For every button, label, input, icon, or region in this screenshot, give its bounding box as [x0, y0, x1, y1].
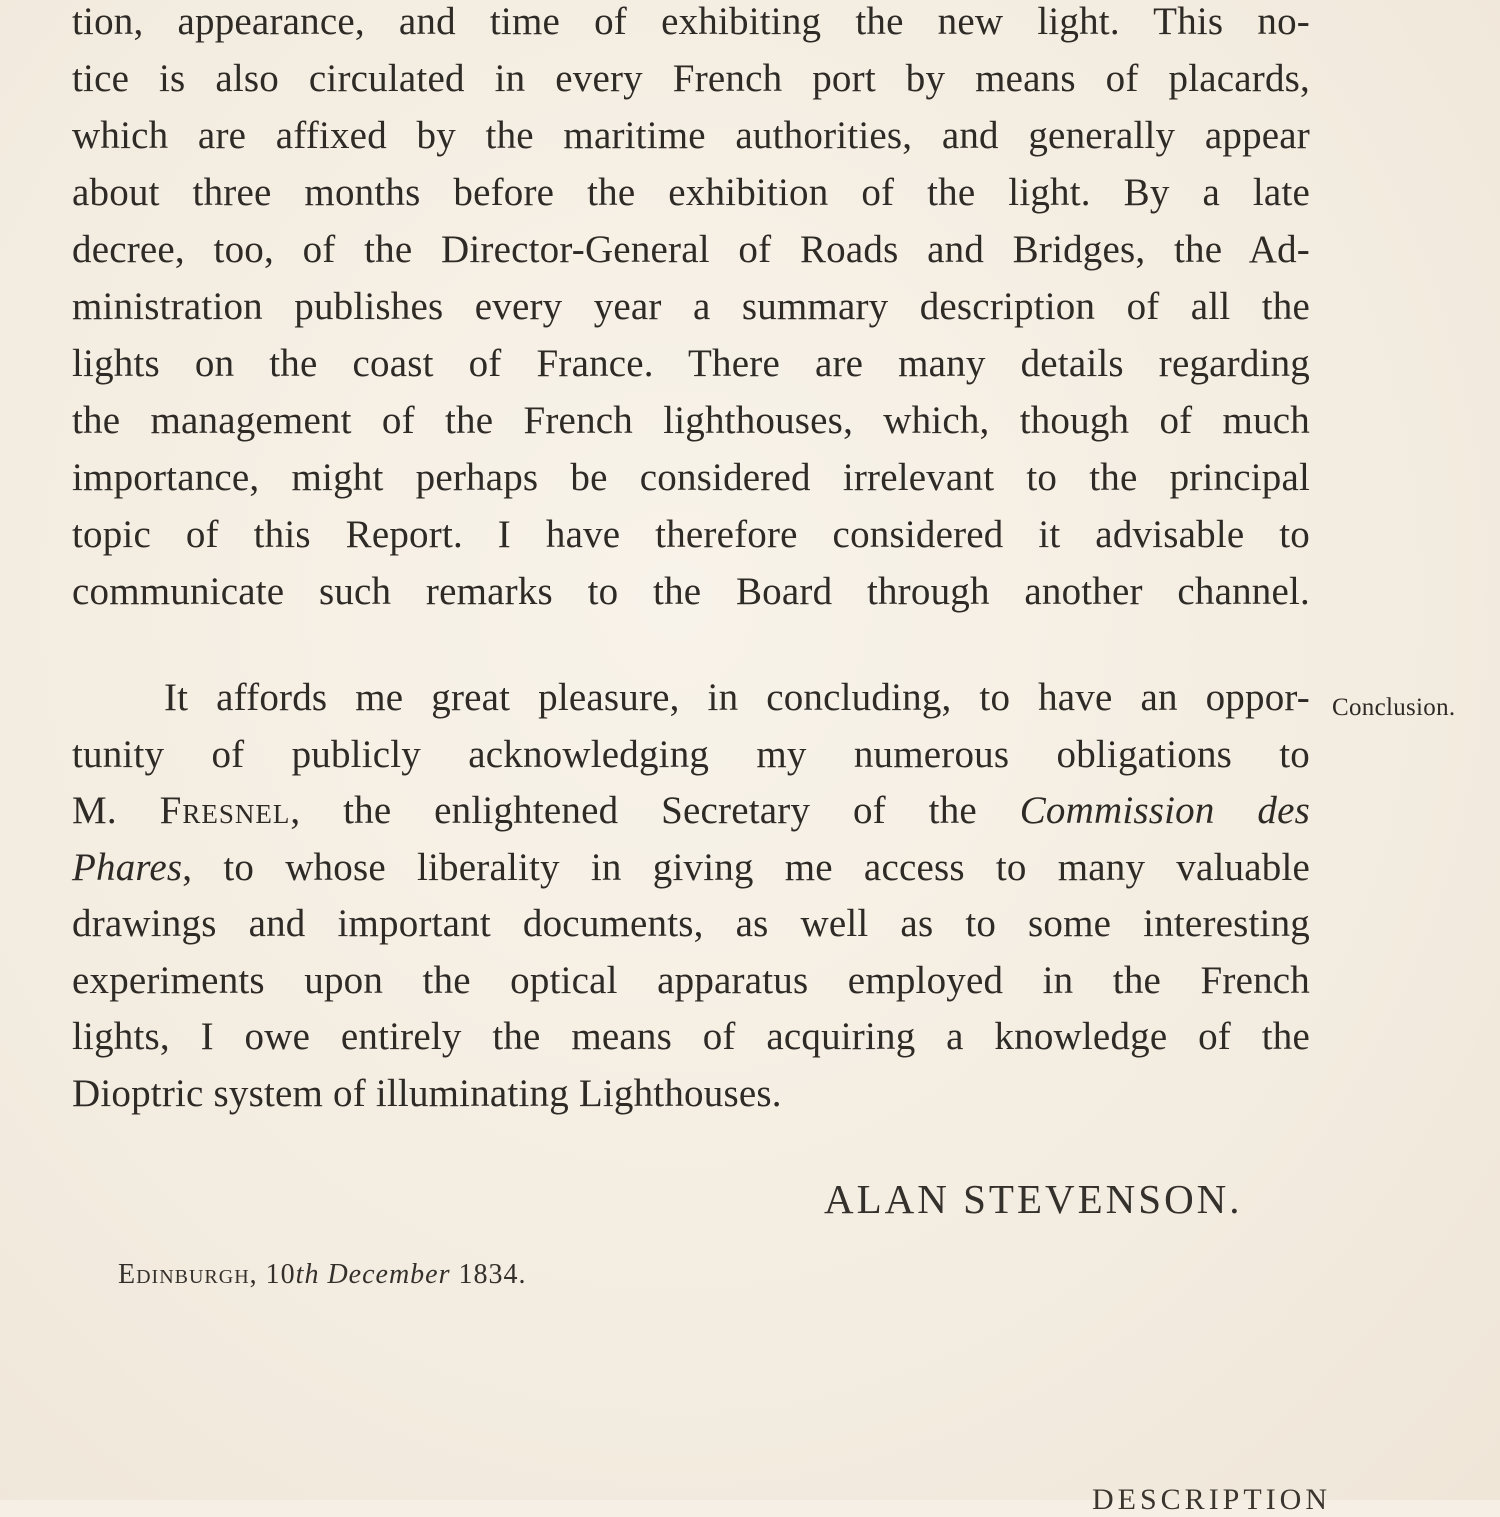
- text-line: about three months before the exhibition of the light. By a late: [72, 171, 1310, 214]
- date-ordinal: th: [295, 1259, 320, 1290]
- date-year: 1834.: [450, 1259, 527, 1290]
- text-line: drawings and important documents, as well as to some interesting: [72, 902, 1310, 945]
- italic-phrase: Commission des: [1019, 789, 1310, 832]
- text-run: M.: [72, 789, 160, 832]
- text-line: importance, might perhaps be considered irrelevant to the principal: [72, 456, 1310, 499]
- text-line: Dioptric system of illuminating Lighthouses.: [72, 1071, 782, 1115]
- text-line: tion, appearance, and time of exhibiting the new light. This no-: [72, 0, 1310, 43]
- paragraph-lighthouse-notices: [72, 0, 1310, 620]
- text-line: [72, 783, 1310, 840]
- author-signature: ALAN STEVENSON.: [824, 1176, 1243, 1222]
- text-line: It affords me great pleasure, in concluding, to have an oppor-: [164, 676, 1310, 719]
- text-line: ministration publishes every year a summary description of all the: [72, 285, 1310, 328]
- text-line: decree, too, of the Director-General of Roads and Bridges, the Ad-: [72, 228, 1310, 271]
- italic-phrase: Phares: [72, 845, 183, 889]
- margin-note: Conclusion.: [1332, 694, 1456, 721]
- text-line: which are affixed by the maritime authorities, and generally appear: [72, 114, 1310, 157]
- catchword: DESCRIPTION: [1092, 1483, 1332, 1516]
- date-month: December: [319, 1259, 451, 1290]
- person-name-small-caps: Fresnel: [159, 789, 291, 832]
- text-line: tunity of publicly acknowledging my numerous obligations to: [72, 732, 1310, 776]
- dateline: [118, 1259, 527, 1291]
- text-line: the management of the French lighthouses, which, though of much: [72, 399, 1310, 442]
- text-line: lights, I owe entirely the means of acquiring a knowledge of the: [72, 1015, 1310, 1058]
- text-run: , the enlightened Secretary of the: [290, 789, 1020, 832]
- text-line: tice is also circulated in every French port by means of placards,: [72, 57, 1310, 100]
- text-line: [72, 840, 1310, 897]
- text-line: communicate such remarks to the Board through another channel.: [72, 570, 1310, 613]
- text-line: topic of this Report. I have therefore considered it advisable to: [72, 513, 1310, 556]
- paragraph-conclusion: [72, 670, 1310, 1122]
- place-name: Edinburgh: [118, 1259, 250, 1290]
- date-day: , 10: [249, 1259, 296, 1290]
- text-line: lights on the coast of France. There are many details regarding: [72, 342, 1310, 385]
- text-run: , to whose liberality in giving me access to many valuable: [182, 845, 1310, 889]
- text-line: experiments upon the optical apparatus employed in the French: [72, 958, 1310, 1002]
